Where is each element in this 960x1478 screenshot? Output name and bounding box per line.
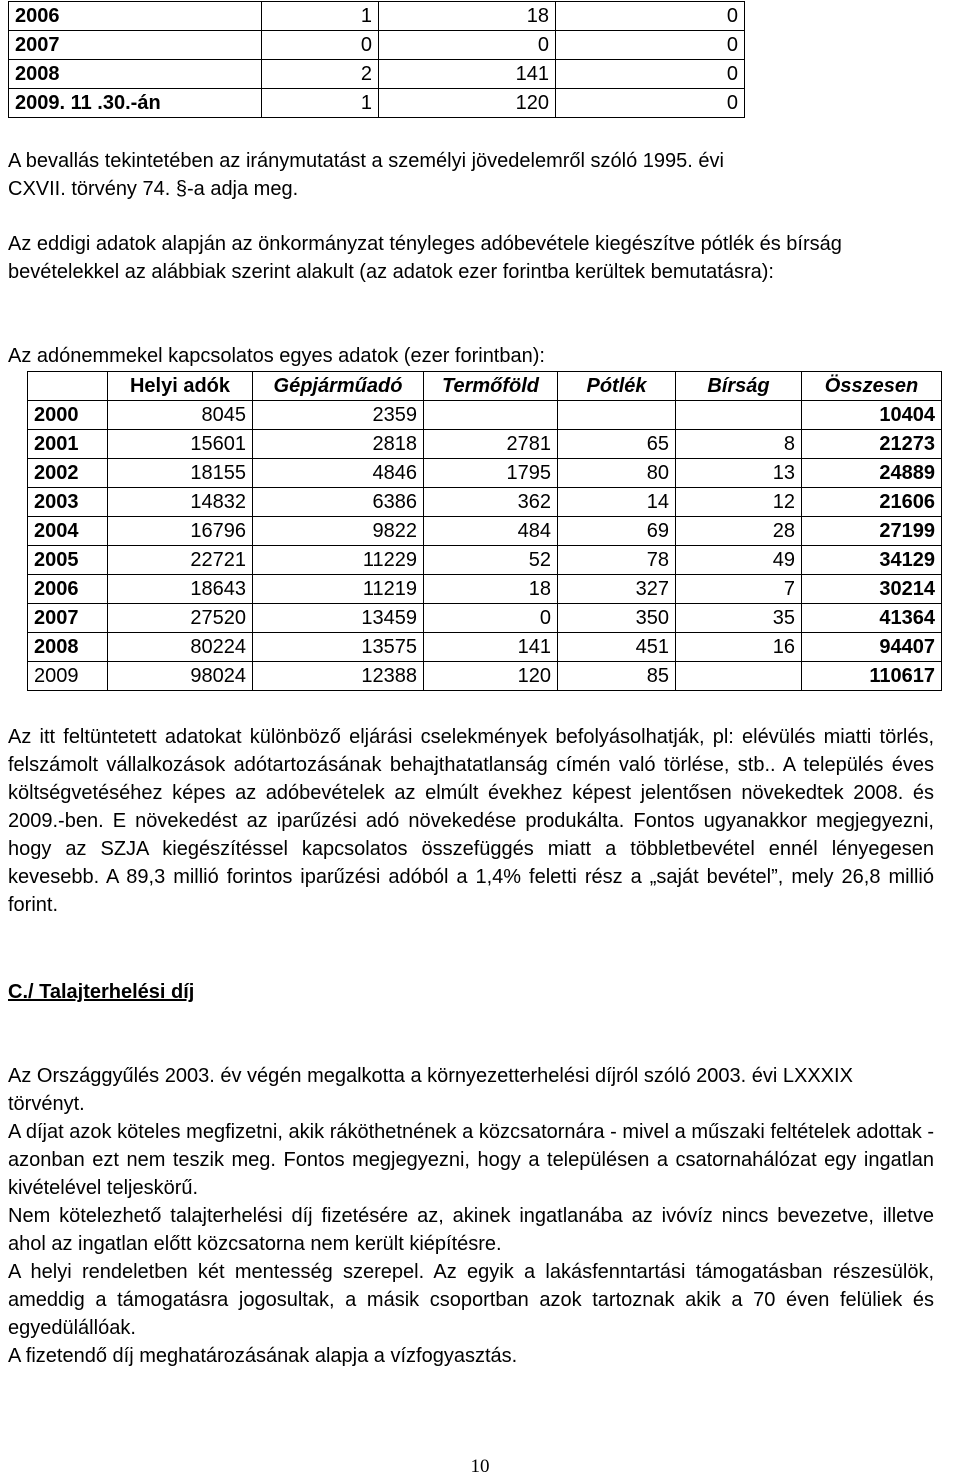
column-header: Helyi adók xyxy=(108,372,253,401)
value-cell xyxy=(558,401,676,430)
value-cell: 13459 xyxy=(253,604,424,633)
value-cell: 27520 xyxy=(108,604,253,633)
table-row xyxy=(28,488,942,517)
total-cell: 24889 xyxy=(802,459,942,488)
table-row xyxy=(28,633,942,662)
value-cell: 7 xyxy=(676,575,802,604)
paragraph-exemption: Nem kötelezhető talajterhelési díj fizetésére az, akinek ingatlanába az ivóvíz nincs bevezetve, illetve ahol az ingatlan előtt közcsatorna nem került kiépítésre. xyxy=(8,1205,934,1255)
year-cell: 2005 xyxy=(28,546,108,575)
year-cell: 2002 xyxy=(28,459,108,488)
summary-row xyxy=(9,31,745,60)
value-cell: 2359 xyxy=(253,401,424,430)
year-cell: 2007 xyxy=(28,604,108,633)
column-header: Bírság xyxy=(676,372,802,401)
paragraph-legal-basis xyxy=(8,147,934,203)
value-cell: 11229 xyxy=(253,546,424,575)
summary-row xyxy=(9,89,745,118)
paragraph-obligation: A díjat azok köteles megfizetni, akik ráköthetnének a közcsatornára - mivel a műszaki feltételek adottak - azonban ezt nem teszik meg. Fontos megjegyezni, hogy a településen a csatornahálózat egy ingatlan kivételével teljeskörű. xyxy=(8,1121,934,1199)
value-cell: 22721 xyxy=(108,546,253,575)
value-cell: 451 xyxy=(558,633,676,662)
value-cell: 9822 xyxy=(253,517,424,546)
summary-value-cell: 1 xyxy=(262,89,379,118)
value-cell: 11219 xyxy=(253,575,424,604)
summary-value-cell: 18 xyxy=(379,2,556,31)
summary-table xyxy=(8,1,745,118)
summary-year-cell: 2006 xyxy=(9,2,262,31)
paragraph-law: Az Országgyűlés 2003. év végén megalkotta a környezetterhelési díjról szóló 2003. évi LXXXIX törvényt. xyxy=(8,1065,853,1115)
value-cell: 85 xyxy=(558,662,676,691)
summary-value-cell: 1 xyxy=(262,2,379,31)
value-cell: 65 xyxy=(558,430,676,459)
value-cell: 13 xyxy=(676,459,802,488)
value-cell: 78 xyxy=(558,546,676,575)
value-cell: 18155 xyxy=(108,459,253,488)
table-row xyxy=(28,546,942,575)
value-cell xyxy=(676,401,802,430)
value-cell: 141 xyxy=(424,633,558,662)
value-cell: 2818 xyxy=(253,430,424,459)
total-cell: 34129 xyxy=(802,546,942,575)
year-cell: 2004 xyxy=(28,517,108,546)
value-cell: 12 xyxy=(676,488,802,517)
value-cell: 28 xyxy=(676,517,802,546)
table-caption: Az adónemmekel kapcsolatos egyes adatok (ezer forintban): xyxy=(8,345,545,367)
column-header: Gépjárműadó xyxy=(253,372,424,401)
total-cell: 30214 xyxy=(802,575,942,604)
value-cell: 484 xyxy=(424,517,558,546)
value-cell: 16796 xyxy=(108,517,253,546)
tax-data-table xyxy=(27,371,942,691)
value-cell: 15601 xyxy=(108,430,253,459)
summary-year-cell: 2008 xyxy=(9,60,262,89)
value-cell xyxy=(676,662,802,691)
summary-value-cell: 0 xyxy=(556,31,745,60)
value-cell: 14832 xyxy=(108,488,253,517)
value-cell: 0 xyxy=(424,604,558,633)
value-cell: 14 xyxy=(558,488,676,517)
table-row xyxy=(28,430,942,459)
total-cell: 94407 xyxy=(802,633,942,662)
year-cell: 2003 xyxy=(28,488,108,517)
total-cell: 10404 xyxy=(802,401,942,430)
summary-row xyxy=(9,2,745,31)
summary-value-cell: 2 xyxy=(262,60,379,89)
summary-value-cell: 0 xyxy=(379,31,556,60)
year-cell: 2000 xyxy=(28,401,108,430)
value-cell: 13575 xyxy=(253,633,424,662)
total-cell: 41364 xyxy=(802,604,942,633)
year-cell: 2009 xyxy=(28,662,108,691)
paragraph-legal-basis-line2: CXVII. törvény 74. §-a adja meg. xyxy=(8,178,299,200)
summary-row xyxy=(9,60,745,89)
value-cell: 120 xyxy=(424,662,558,691)
value-cell: 8045 xyxy=(108,401,253,430)
summary-year-cell: 2007 xyxy=(9,31,262,60)
paragraph-data-notes: Az itt feltüntetett adatokat különböző eljárási cselekmények befolyásolhatják, pl: elévülés miatti törlés, felszámolt vállalkozások adótartozásának behajthatatlanság címén való törlése, stb.. A település éves költségvetéséhez képes az adóbevételek az elmúlt évekhez képest jelentősen növekedtek 2008. és 2009.-ben. E növekedést az iparűzési adó növekedése produkálta. Fontos ugyanakkor megjegyezni, hogy az SZJA kiegészítéssel kapcsolatos összefüggés miatt a többletbevétel ennél lényegesen kevesebb. A 89,3 millió forintos iparűzési adóból a 1,4% feletti rész a „saját bevétel”, mely 26,8 millió forint. xyxy=(8,726,934,916)
value-cell: 12388 xyxy=(253,662,424,691)
summary-year-cell: 2009. 11 .30.-án xyxy=(9,89,262,118)
table-row xyxy=(28,604,942,633)
value-cell: 80224 xyxy=(108,633,253,662)
table-row xyxy=(28,575,942,604)
paragraph-revenue-intro: Az eddigi adatok alapján az önkormányzat tényleges adóbevétele kiegészítve pótlék és bírság bevételekkel az alábbiak szerint alakult (az adatok ezer forintba kerültek bemutatásra): xyxy=(8,233,842,283)
total-cell: 110617 xyxy=(802,662,942,691)
summary-value-cell: 0 xyxy=(556,60,745,89)
year-cell: 2006 xyxy=(28,575,108,604)
paragraph-local-rules: A helyi rendeletben két mentesség szerepel. Az egyik a lakásfenntartási támogatásban részesülök, ameddig a támogatásra jogosultak, a másik csoportban azok tartoznak akik a 70 éven felüliek és egyedülállóak. xyxy=(8,1261,934,1339)
value-cell: 2781 xyxy=(424,430,558,459)
paragraph-fee-basis: A fizetendő díj meghatározásának alapja a vízfogyasztás. xyxy=(8,1345,518,1367)
page-number: 10 xyxy=(470,1456,490,1477)
table-row xyxy=(28,517,942,546)
total-cell: 21606 xyxy=(802,488,942,517)
year-cell: 2008 xyxy=(28,633,108,662)
value-cell: 4846 xyxy=(253,459,424,488)
value-cell: 80 xyxy=(558,459,676,488)
summary-value-cell: 141 xyxy=(379,60,556,89)
value-cell: 18 xyxy=(424,575,558,604)
summary-value-cell: 0 xyxy=(556,2,745,31)
year-cell: 2001 xyxy=(28,430,108,459)
summary-value-cell: 120 xyxy=(379,89,556,118)
table-row xyxy=(28,401,942,430)
paragraph-legal-basis-line1: A bevallás tekintetében az iránymutatást a személyi jövedelemről szóló 1995. évi xyxy=(8,150,724,172)
table-row xyxy=(28,459,942,488)
value-cell: 362 xyxy=(424,488,558,517)
value-cell: 35 xyxy=(676,604,802,633)
value-cell: 327 xyxy=(558,575,676,604)
value-cell: 18643 xyxy=(108,575,253,604)
column-header: Pótlék xyxy=(558,372,676,401)
value-cell: 8 xyxy=(676,430,802,459)
value-cell: 52 xyxy=(424,546,558,575)
summary-value-cell: 0 xyxy=(556,89,745,118)
value-cell: 69 xyxy=(558,517,676,546)
total-cell: 21273 xyxy=(802,430,942,459)
value-cell: 16 xyxy=(676,633,802,662)
value-cell: 6386 xyxy=(253,488,424,517)
section-heading: C./ Talajterhelési díj xyxy=(8,981,195,1003)
column-header: Termőföld xyxy=(424,372,558,401)
value-cell xyxy=(424,401,558,430)
value-cell: 350 xyxy=(558,604,676,633)
table-row xyxy=(28,662,942,691)
column-header xyxy=(28,372,108,401)
summary-value-cell: 0 xyxy=(262,31,379,60)
value-cell: 1795 xyxy=(424,459,558,488)
value-cell: 49 xyxy=(676,546,802,575)
total-cell: 27199 xyxy=(802,517,942,546)
value-cell: 98024 xyxy=(108,662,253,691)
column-header: Összesen xyxy=(802,372,942,401)
